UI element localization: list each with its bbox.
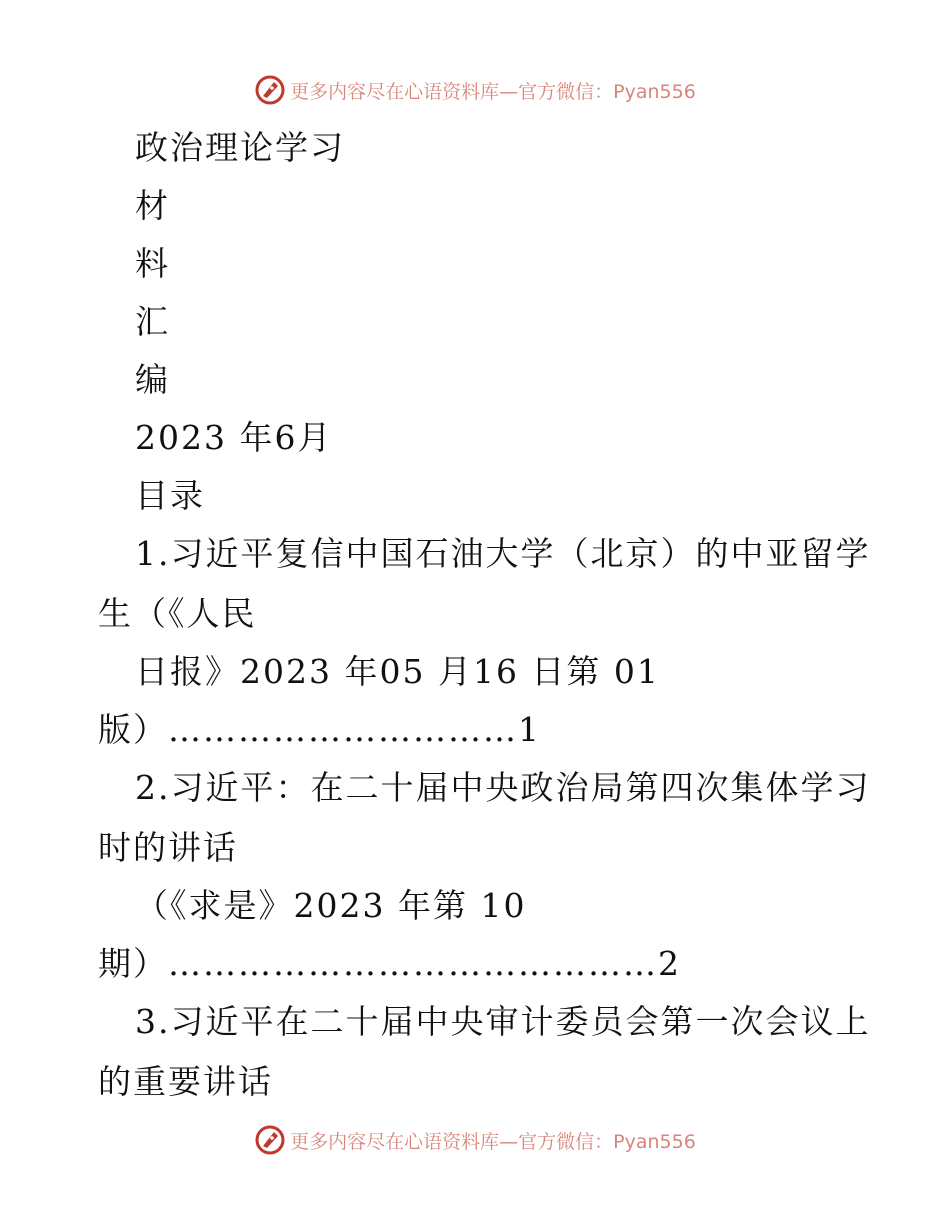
toc-entry: 日报》2023 年05 月16 日第 01	[135, 652, 660, 691]
doc-title-char: 编	[135, 360, 170, 399]
toc-entry: （《求是》2023 年第 10	[135, 886, 527, 925]
toc-entry: 1.习近平复信中国石油大学（北京）的中亚留学	[135, 534, 871, 573]
doc-title: 政治理论学习	[135, 128, 345, 167]
header-watermark	[0, 70, 950, 110]
doc-title-char: 料	[135, 244, 170, 283]
toc-entry: 2.习近平：在二十届中央政治局第四次集体学习	[135, 768, 871, 807]
toc-entry: 期）……………………………………2	[98, 944, 681, 983]
doc-title-char: 材	[135, 186, 170, 225]
watermark-text: 更多内容尽在心语资料库—官方微信：Pyan556	[290, 1130, 696, 1153]
pen-nib-logo-icon	[254, 1124, 286, 1156]
toc-entry: 3.习近平在二十届中央审计委员会第一次会议上	[135, 1002, 871, 1041]
doc-title-char: 汇	[135, 302, 170, 341]
toc-entry: 的重要讲话	[98, 1062, 273, 1101]
toc-entry: 生（《人民	[98, 594, 257, 633]
toc-heading: 目录	[135, 476, 205, 515]
toc-entry: 版）…………………………1	[98, 710, 541, 749]
pen-nib-logo-icon	[254, 74, 286, 106]
toc-entry: 时的讲话	[98, 828, 238, 867]
doc-date: 2023 年6月	[135, 418, 333, 457]
watermark-text: 更多内容尽在心语资料库—官方微信：Pyan556	[290, 80, 696, 103]
footer-watermark	[0, 1120, 950, 1160]
